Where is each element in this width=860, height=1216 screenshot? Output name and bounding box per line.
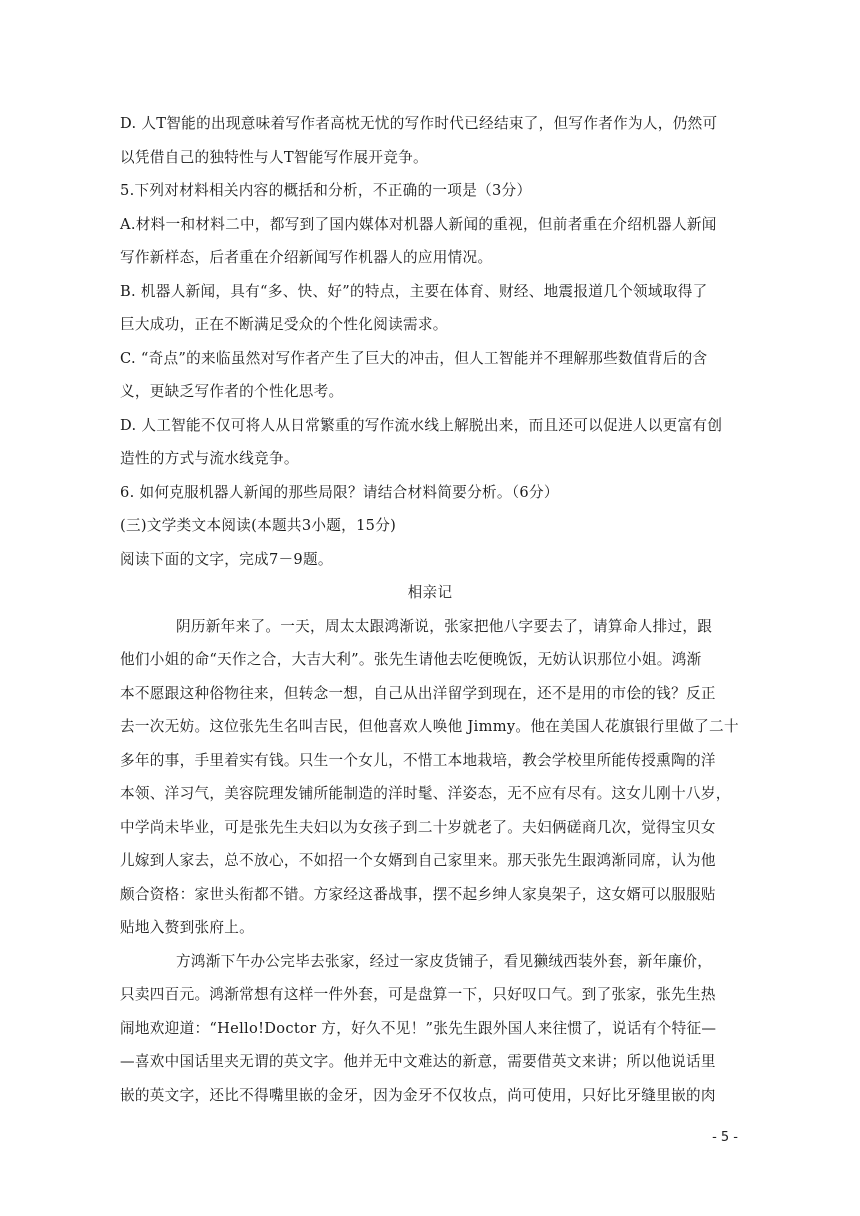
reading-instruction: 阅读下面的文字，完成7－9题。 bbox=[120, 550, 333, 568]
passage-paragraph-1-line: 本领、洋习气，美容院理发铺所能制造的洋时髦、洋姿态，无不应有尽有。这女儿刚十八岁， bbox=[120, 785, 731, 802]
passage-paragraph-1-line: 颇合资格：家世头衔都不错。方家经这番战事，摆不起乡绅人家臭架子，这女婿可以服服贴 bbox=[120, 885, 716, 903]
passage-paragraph-1-line: 去一次无妨。这位张先生名叫吉民，但他喜欢人唤他 Jimmy。他在美国人花旗银行里做了二十 bbox=[120, 718, 739, 735]
option-d-line-2: 以凭借自己的独特性与人T智能写作展开竞争。 bbox=[120, 148, 428, 166]
page-number: - 5 - bbox=[712, 1130, 738, 1145]
passage-paragraph-2-line: 只卖四百元。鸿渐常想有这样一件外套，可是盘算一下，只好叹口气。到了张家，张先生热 bbox=[120, 986, 716, 1003]
passage-paragraph-1-line: 儿嫁到人家去，总不放心，不如招一个女婿到自己家里来。那天张先生跟鸿渐同席，认为他 bbox=[120, 852, 716, 869]
passage-paragraph-1-line: 中学尚未毕业，可是张先生夫妇以为女孩子到二十岁就老了。夫妇俩磋商几次，觉得宝贝女 bbox=[120, 818, 716, 836]
passage-paragraph-2-line: 嵌的英文字，还比不得嘴里嵌的金牙，因为金牙不仅妆点，尚可使用，只好比牙缝里嵌的肉 bbox=[120, 1086, 716, 1104]
q5-option-c-line-2: 义，更缺乏写作者的个性化思考。 bbox=[120, 383, 344, 400]
passage-paragraph-1-line: 贴地入赘到张府上。 bbox=[120, 919, 255, 936]
passage-paragraph-1-line: 本不愿跟这种俗物往来，但转念一想，自己从出洋留学到现在，还不是用的市侩的钱？反正 bbox=[120, 684, 716, 702]
passage-paragraph-1-line: 阴历新年来了。一天，周太太跟鸿渐说，张家把他八字要去了，请算命人排过，跟 bbox=[176, 617, 713, 635]
document-body bbox=[120, 107, 740, 1112]
passage-paragraph-2-line: 闹地欢迎道：“Hello!Doctor 方，好久不见！”张先生跟外国人来往惯了，说话有个特征— bbox=[120, 1019, 717, 1037]
question-6: 6. 如何克服机器人新闻的那些局限？请结合材料简要分析。（6分） bbox=[120, 483, 559, 501]
passage-paragraph-1-line: 多年的事，手里着实有钱。只生一个女儿，不惜工本地栽培，教会学校里所能传授熏陶的洋 bbox=[120, 751, 716, 769]
passage-title: 相亲记 bbox=[407, 584, 453, 601]
option-d-line-1: D. 人T智能的出现意味着写作者高枕无忧的写作时代已经结束了，但写作者作为人，仍然可 bbox=[120, 115, 718, 132]
q5-option-a-line-2: 写作新样态，后者重在介绍新闻写作机器人的应用情况。 bbox=[120, 249, 493, 266]
q5-option-d-line-2: 造性的方式与流水线竞争。 bbox=[120, 450, 299, 467]
q5-option-d-line-1: D. 人工智能不仅可将人从日常繁重的写作流水线上解脱出来，而且还可以促进人以更富有创 bbox=[120, 416, 723, 434]
q5-option-b-line-2: 巨大成功，正在不断满足受众的个性化阅读需求。 bbox=[120, 316, 448, 333]
q5-option-c-line-1: C. “奇点”的来临虽然对写作者产生了巨大的冲击，但人工智能并不理解那些数值背后的含 bbox=[120, 349, 708, 367]
passage-paragraph-2-line: 方鸿渐下午办公完毕去张家，经过一家皮货铺子，看见獭绒西装外套，新年廉价， bbox=[176, 952, 713, 970]
q5-option-b-line-1: B. 机器人新闻，具有“多、快、好”的特点，主要在体育、财经、地震报道几个领域取得了 bbox=[120, 282, 708, 300]
q5-option-a-line-1: A.材料一和材料二中，都写到了国内媒体对机器人新闻的重视，但前者重在介绍机器人新闻 bbox=[120, 215, 717, 233]
passage-paragraph-2-line: —喜欢中国话里夹无谓的英文字。他并无中文难达的新意，需要借英文来讲；所以他说话里 bbox=[120, 1053, 716, 1070]
question-5: 5.下列对材料相关内容的概括和分析，不正确的一项是（3分） bbox=[120, 182, 532, 199]
section-heading: (三)文学类文本阅读(本题共3小题，15分) bbox=[120, 517, 397, 534]
passage-paragraph-1-line: 他们小姐的命“天作之合，大吉大利”。张先生请他去吃便晚饭，无妨认识那位小姐。鸿渐 bbox=[120, 651, 702, 668]
